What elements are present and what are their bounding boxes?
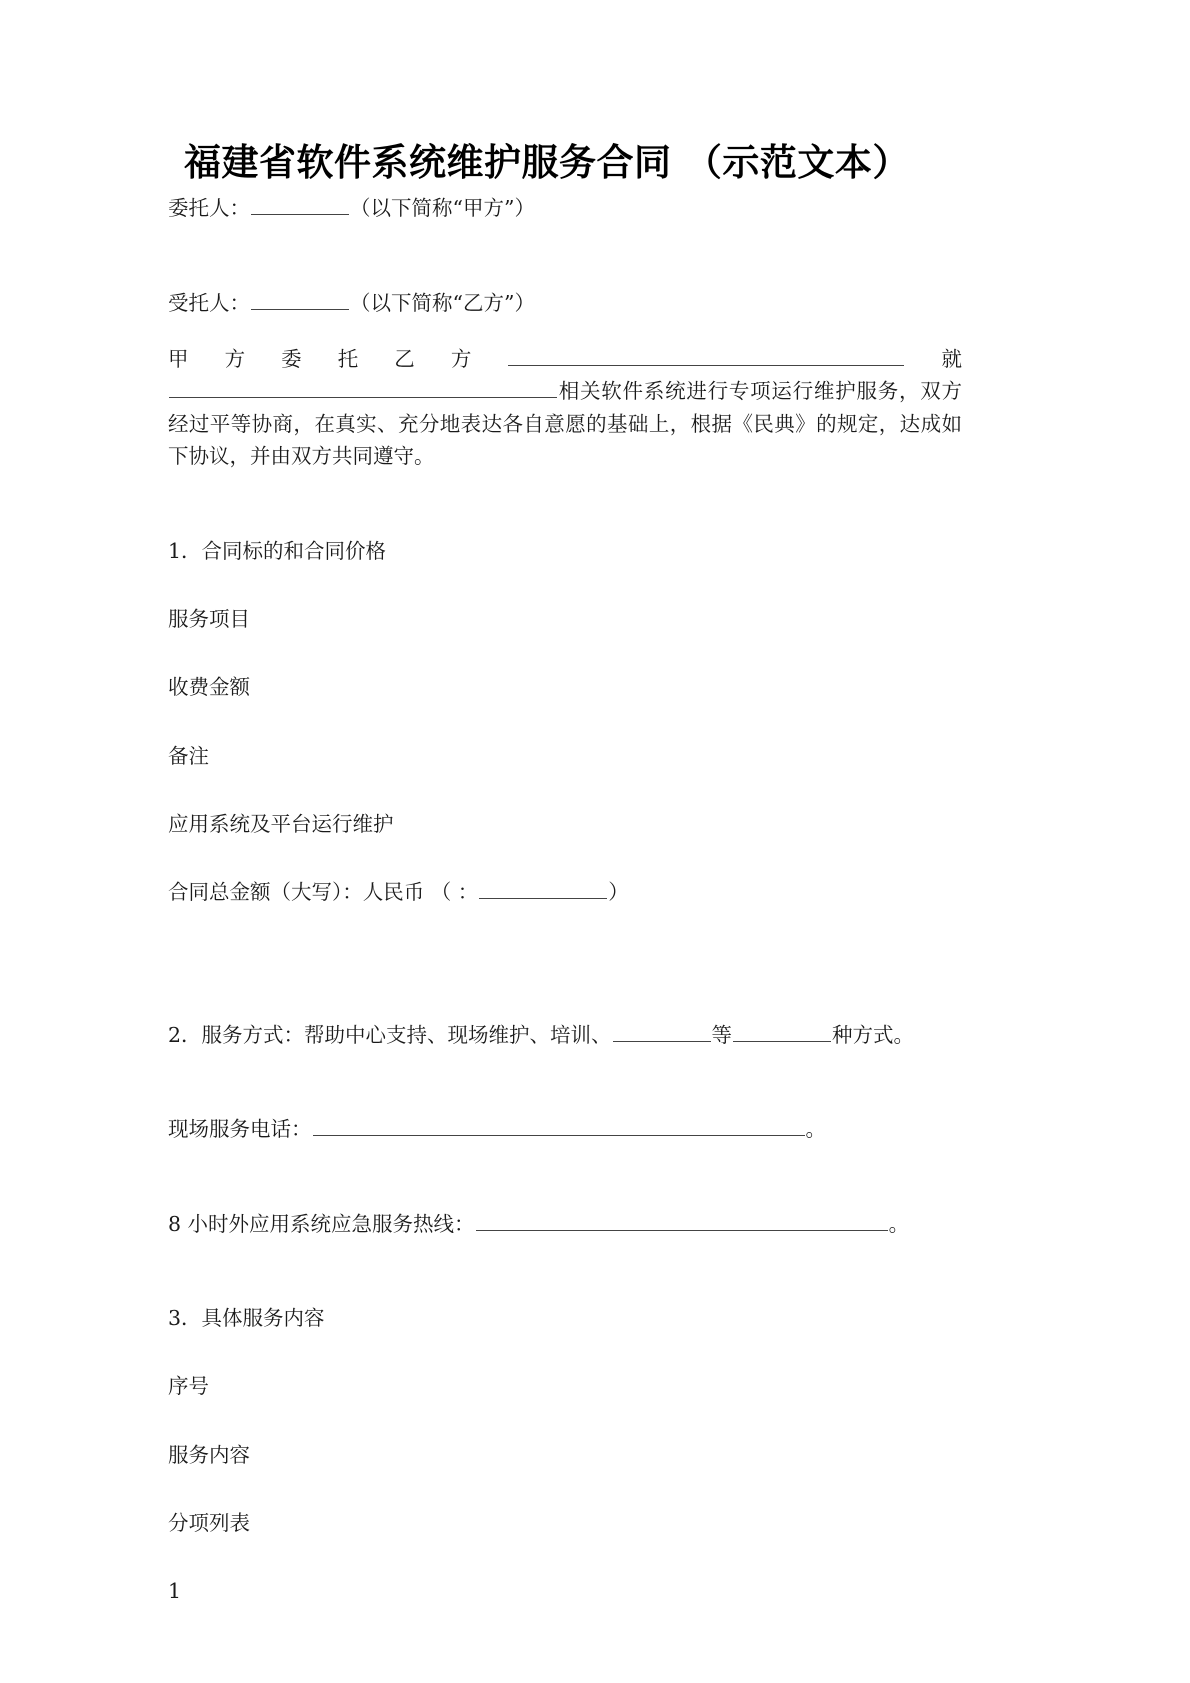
section-3-title: 具体服务内容 bbox=[201, 1305, 325, 1330]
section-2-number: 2． bbox=[168, 1022, 202, 1047]
total-amount-prefix: 合同总金额（大写）：人民币 （ ： bbox=[168, 880, 479, 905]
client-suffix: （以下简称“甲方”） bbox=[350, 196, 535, 221]
section-2-title: 服务方式：帮助中心支持、现场维护、培训、 bbox=[201, 1022, 612, 1047]
spacer bbox=[168, 971, 962, 1019]
onsite-phone-label: 现场服务电话： bbox=[168, 1117, 312, 1142]
section-1-item-application-maintenance: 应用系统及平台运行维护 bbox=[168, 812, 394, 836]
spacer bbox=[168, 319, 962, 343]
vendor-label: 受托人： bbox=[168, 290, 250, 315]
service-method-blank-2[interactable] bbox=[733, 1019, 831, 1042]
client-party-line bbox=[168, 192, 962, 224]
page-title: 福建省软件系统维护服务合同 （示范文本） bbox=[184, 141, 910, 184]
section-1-number: 1． bbox=[168, 538, 202, 563]
section-1-title: 合同标的和合同价格 bbox=[201, 538, 387, 563]
section-1-heading bbox=[168, 535, 962, 567]
vendor-party-line bbox=[168, 287, 962, 319]
contract-total-amount-line bbox=[168, 876, 962, 908]
spacer bbox=[168, 1146, 962, 1208]
client-label: 委托人： bbox=[168, 196, 250, 221]
spacer bbox=[168, 1051, 962, 1113]
spacer bbox=[168, 473, 962, 535]
service-method-blank-1[interactable] bbox=[613, 1019, 711, 1042]
onsite-phone-blank[interactable] bbox=[313, 1114, 805, 1137]
section-1-item-remark: 备注 bbox=[168, 743, 209, 768]
vendor-name-blank[interactable] bbox=[251, 287, 349, 310]
vendor-suffix: （以下简称“乙方”） bbox=[350, 290, 535, 315]
hotline-label: 8 小时外应用系统应急服务热线： bbox=[168, 1211, 475, 1236]
total-amount-suffix: ） bbox=[608, 880, 629, 905]
spacer bbox=[168, 840, 962, 876]
preamble-after-blank: 相关软件系统进行专项 bbox=[558, 379, 772, 404]
preamble-paragraph bbox=[168, 343, 962, 473]
onsite-service-phone-line bbox=[168, 1113, 962, 1145]
section-3-heading bbox=[168, 1302, 962, 1334]
section-3-number: 3． bbox=[168, 1305, 202, 1330]
section-2-tail: 种方式。 bbox=[832, 1022, 915, 1047]
preamble-lead: 甲方委托乙方 bbox=[168, 347, 508, 371]
section-2-mid: 等 bbox=[711, 1022, 733, 1047]
spacer bbox=[168, 1471, 962, 1507]
section-1-item-service-project: 服务项目 bbox=[168, 606, 250, 631]
spacer bbox=[168, 1240, 962, 1302]
hotline-blank[interactable] bbox=[476, 1208, 888, 1231]
section-3-item-index: 序号 bbox=[168, 1374, 209, 1399]
preamble-mid: 就 bbox=[905, 347, 963, 371]
section-3-item-sub-list: 分项列表 bbox=[168, 1511, 250, 1535]
section-3-item-service-content: 服务内容 bbox=[168, 1442, 250, 1467]
preamble-blank-2[interactable] bbox=[169, 376, 557, 399]
spacer bbox=[168, 1539, 962, 1575]
spacer bbox=[168, 635, 962, 671]
section-1-item-fee-amount: 收费金额 bbox=[168, 675, 250, 700]
spacer bbox=[168, 704, 962, 740]
section-3-item-row-number: 1 bbox=[168, 1579, 182, 1604]
spacer bbox=[168, 1403, 962, 1439]
spacer bbox=[168, 225, 962, 287]
section-2-heading bbox=[168, 1019, 962, 1051]
onsite-phone-suffix: 。 bbox=[805, 1117, 826, 1142]
document-body bbox=[168, 140, 962, 1608]
preamble-body: 运行维护服务，双方经过平等协商，在真实、充分地表达各自意愿的基础上，根据《民典》的规定，达成如下协议，并由双方共同遵守。 bbox=[168, 379, 963, 469]
spacer bbox=[168, 567, 962, 603]
total-amount-blank[interactable] bbox=[479, 877, 607, 900]
spacer bbox=[168, 772, 962, 808]
spacer bbox=[168, 909, 962, 971]
emergency-hotline-line bbox=[168, 1208, 962, 1240]
client-name-blank[interactable] bbox=[251, 193, 349, 216]
spacer bbox=[168, 1334, 962, 1370]
hotline-suffix: 。 bbox=[888, 1211, 910, 1236]
preamble-blank-1[interactable] bbox=[508, 343, 904, 366]
